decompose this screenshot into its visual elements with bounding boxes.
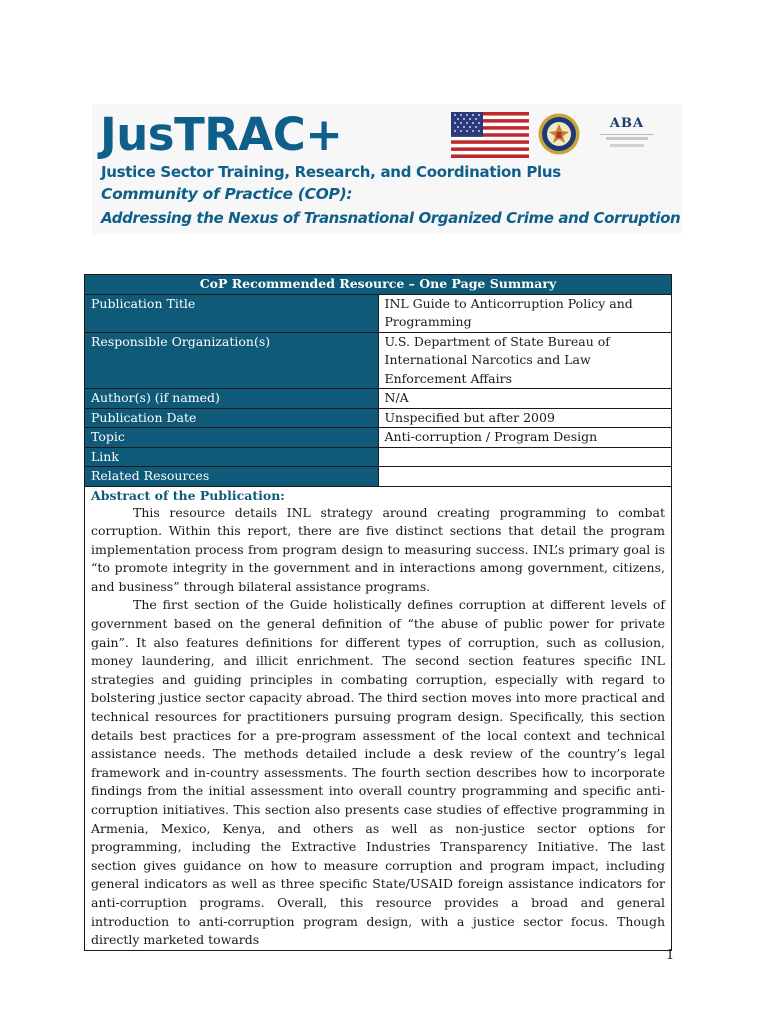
row-value: U.S. Department of State Bureau of International Narcotics and Law Enforcement Affairs: [378, 332, 672, 389]
us-flag-icon: [451, 112, 529, 158]
brand-tagline: Addressing the Nexus of Transnational Organized Crime and Corruption: [101, 209, 681, 227]
abstract-title: Abstract of the Publication:: [91, 487, 285, 503]
row-value: [378, 447, 672, 467]
table-row: [85, 294, 672, 332]
row-value: N/A: [378, 389, 672, 409]
abstract-paragraph: This resource details INL strategy around creating programming to combat corruption. Within this report, there are five distinct sections that detail the program implementation process from program design to measuring success. INL’s primary goal is “to promote integrity in the government and in interactions among government, citizens, and business” through bilateral assistance programs.: [91, 504, 665, 594]
row-value: Unspecified but after 2009: [378, 408, 672, 428]
table-row: [85, 447, 672, 467]
page-number: 1: [666, 948, 675, 963]
abstract-cell: [85, 486, 672, 950]
table-row: [85, 389, 672, 409]
row-label: Publication Date: [85, 408, 379, 428]
summary-table: [84, 274, 672, 951]
table-row: [85, 467, 672, 487]
table-header-row: [85, 275, 672, 295]
row-label: Related Resources: [85, 467, 379, 487]
row-label: Publication Title: [85, 294, 379, 332]
brand-subtitle: Justice Sector Training, Research, and Coordination Plus: [101, 163, 561, 181]
row-label: Topic: [85, 428, 379, 448]
aba-logo-line: [606, 137, 648, 140]
row-value: Anti-corruption / Program Design: [378, 428, 672, 448]
table-row: [85, 408, 672, 428]
row-label: Link: [85, 447, 379, 467]
row-value: [378, 467, 672, 487]
abstract-row: [85, 486, 672, 950]
brand-title: JusTRAC+: [100, 108, 343, 161]
brand-cop: Community of Practice (COP):: [101, 185, 353, 203]
aba-logo-text: ABA: [609, 116, 645, 131]
row-label: Author(s) (if named): [85, 389, 379, 409]
state-department-seal-icon: [538, 113, 580, 155]
aba-logo-line: [610, 144, 644, 147]
abstract-paragraph: The first section of the Guide holistically defines corruption at different levels of government based on the general definition of “the abuse of public power for private gain”. It also features definitions for different types of corruption, such as collusion, money laundering, and illicit enrichment. The second section features specific INL strategies and guiding principles in combating corruption, especially with regard to bolstering justice sector capacity abroad. The third section moves into more practical and technical resources for practitioners pursuing program design. Specifically, this section details best practices for a pre-program assessment of the local context and technical assistance needs. The methods detailed include a desk review of the country’s legal framework and in-country assessments. The fourth section describes how to incorporate findings from the initial assessment into overall country programming and specific anti-corruption initiatives. This section also presents case studies of effective programming in Armenia, Mexico, Kenya, and others as well as non-justice sector options for programming, including the Extractive Industries Transparency Initiative. The last section gives guidance on how to measure corruption and program impact, including general indicators as well as three specific State/USAID foreign assistance indicators for anti-corruption programs. Overall, this resource provides a broad and general introduction to anti-corruption program design, with a justice sector focus. Though directly marketed towards: [91, 597, 665, 948]
row-label: Responsible Organization(s): [85, 332, 379, 389]
aba-logo: [596, 116, 658, 156]
table-row: [85, 332, 672, 389]
aba-logo-divider: [600, 134, 654, 135]
table-title: CoP Recommended Resource – One Page Summary: [85, 275, 672, 295]
table-row: [85, 428, 672, 448]
row-value: INL Guide to Anticorruption Policy and Programming: [378, 294, 672, 332]
